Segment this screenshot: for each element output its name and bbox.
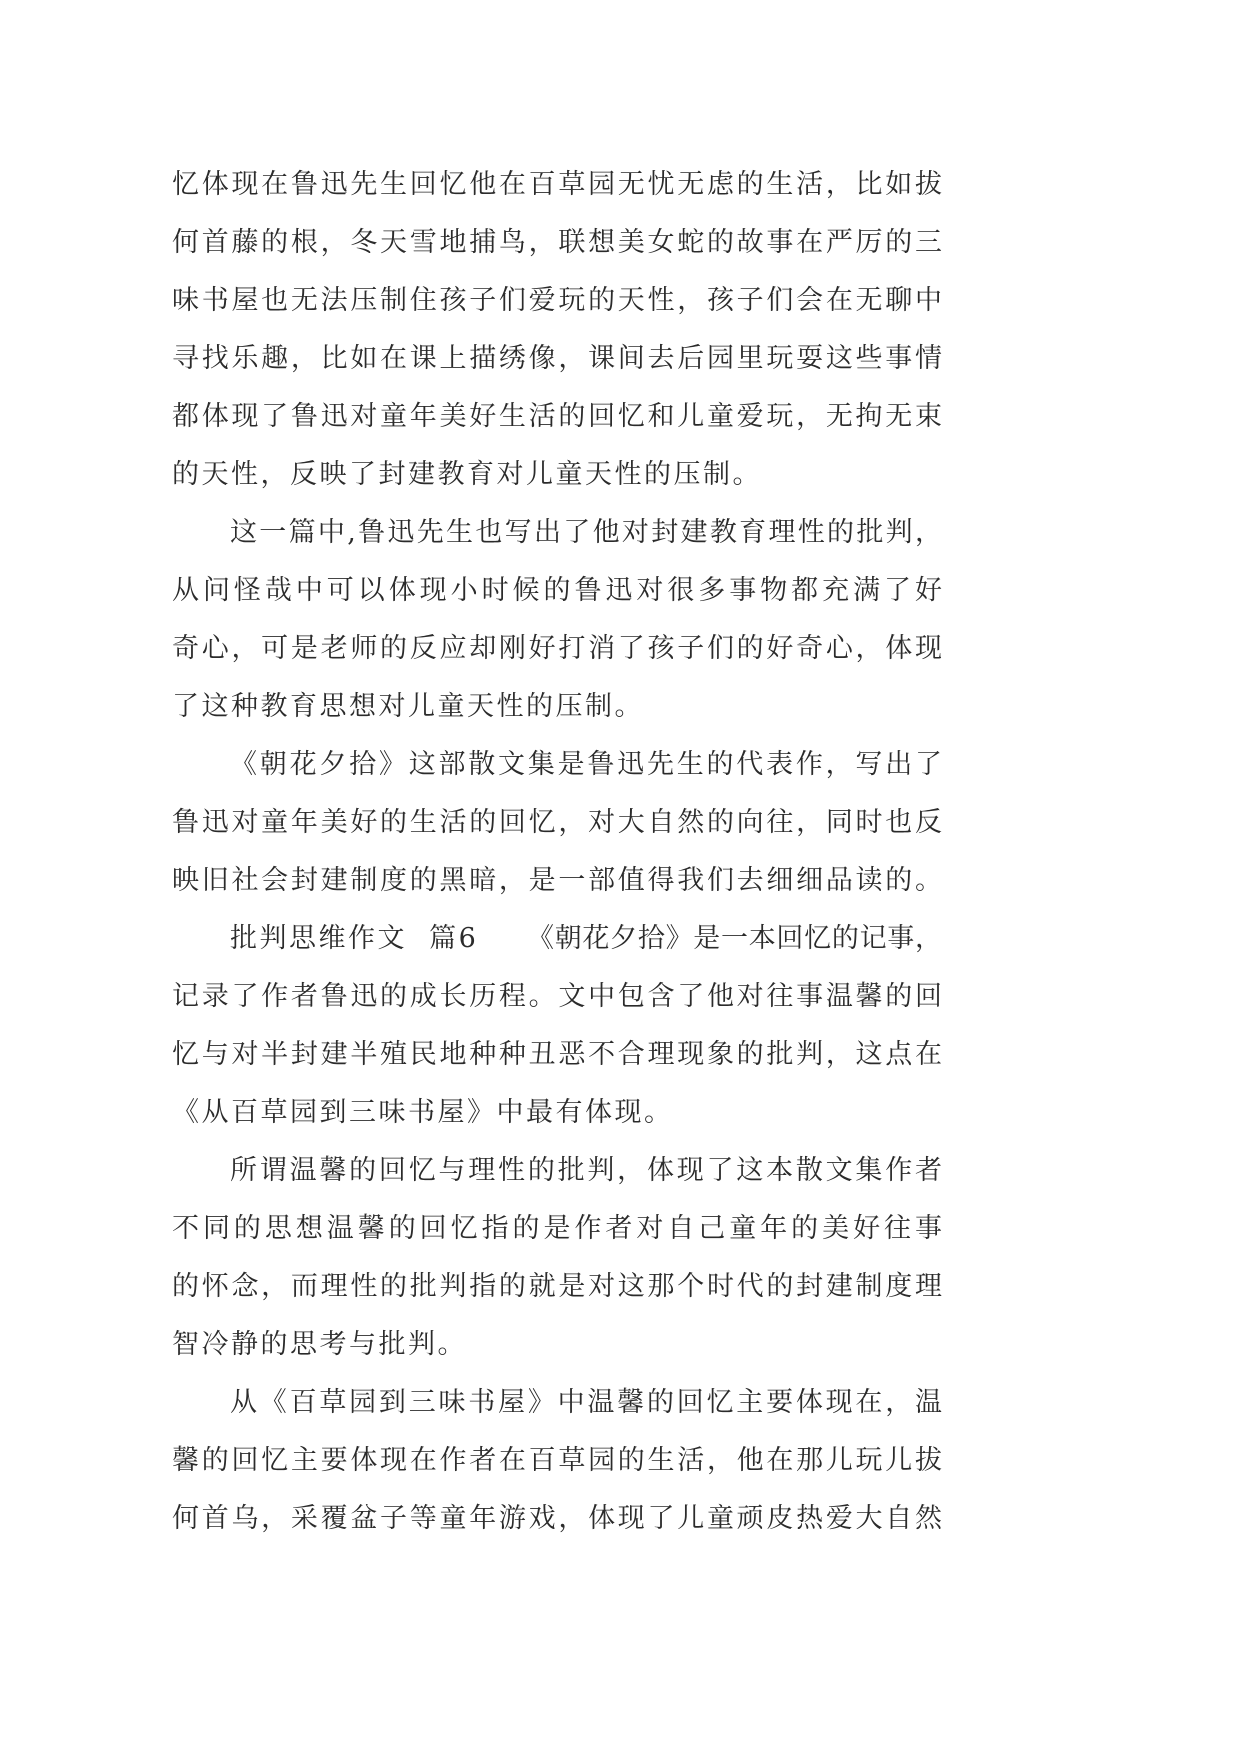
- document-body: [172, 156, 942, 1548]
- paragraph: [172, 1374, 942, 1548]
- paragraph: [172, 1142, 942, 1374]
- text-line: 从《百草园到三味书屋》中温馨的回忆主要体现在，温: [230, 1387, 942, 1418]
- text-line: 所谓温馨的回忆与理性的批判，体现了这本散文集作者: [230, 1155, 942, 1186]
- text-line: 何首藤的根，冬天雪地捕鸟，联想美女蛇的故事在严厉的三: [172, 227, 942, 258]
- text-line: 映旧社会封建制度的黑暗，是一部值得我们去细细品读的。: [172, 865, 942, 896]
- text-line: 《朝花夕拾》是一本回忆的记事，: [527, 923, 942, 954]
- text-line: 的天性，反映了封建教育对儿童天性的压制。: [172, 459, 762, 490]
- text-line: 从问怪哉中可以体现小时候的鲁迅对很多事物都充满了好: [172, 575, 942, 606]
- text-line: 《从百草园到三味书屋》中最有体现。: [172, 1097, 674, 1128]
- text-line: 忆与对半封建半殖民地种种丑恶不合理现象的批判，这点在: [172, 1039, 942, 1070]
- text-line: 这一篇中,鲁迅先生也写出了他对封建教育理性的批判，: [230, 517, 942, 548]
- text-line: 《朝花夕拾》这部散文集是鲁迅先生的代表作，写出了: [230, 749, 942, 780]
- paragraph: [172, 504, 942, 736]
- section-heading: 批判思维作文 篇6: [230, 923, 479, 954]
- text-line: 奇心，可是老师的反应却刚好打消了孩子们的好奇心，体现: [172, 633, 942, 664]
- text-line: 馨的回忆主要体现在作者在百草园的生活，他在那儿玩儿拔: [172, 1445, 942, 1476]
- text-line: 记录了作者鲁迅的成长历程。文中包含了他对往事温馨的回: [172, 981, 942, 1012]
- text-line: 都体现了鲁迅对童年美好生活的回忆和儿童爱玩，无拘无束: [172, 401, 942, 432]
- text-line: 何首乌，采覆盆子等童年游戏，体现了儿童顽皮热爱大自然: [172, 1503, 942, 1534]
- paragraph: [172, 910, 942, 1142]
- text-line: 不同的思想温馨的回忆指的是作者对自己童年的美好往事: [172, 1213, 942, 1244]
- text-line: 鲁迅对童年美好的生活的回忆，对大自然的向往，同时也反: [172, 807, 942, 838]
- text-line: 智冷静的思考与批判。: [172, 1329, 467, 1360]
- paragraph: [172, 156, 942, 504]
- text-line: 忆体现在鲁迅先生回忆他在百草园无忧无虑的生活，比如拔: [172, 169, 942, 200]
- text-line: 味书屋也无法压制住孩子们爱玩的天性，孩子们会在无聊中: [172, 285, 942, 316]
- text-line: 的怀念，而理性的批判指的就是对这那个时代的封建制度理: [172, 1271, 942, 1302]
- paragraph: [172, 736, 942, 910]
- text-line: 了这种教育思想对儿童天性的压制。: [172, 691, 644, 722]
- heading-line: [172, 910, 942, 968]
- text-line: 寻找乐趣，比如在课上描绣像，课间去后园里玩耍这些事情: [172, 343, 942, 374]
